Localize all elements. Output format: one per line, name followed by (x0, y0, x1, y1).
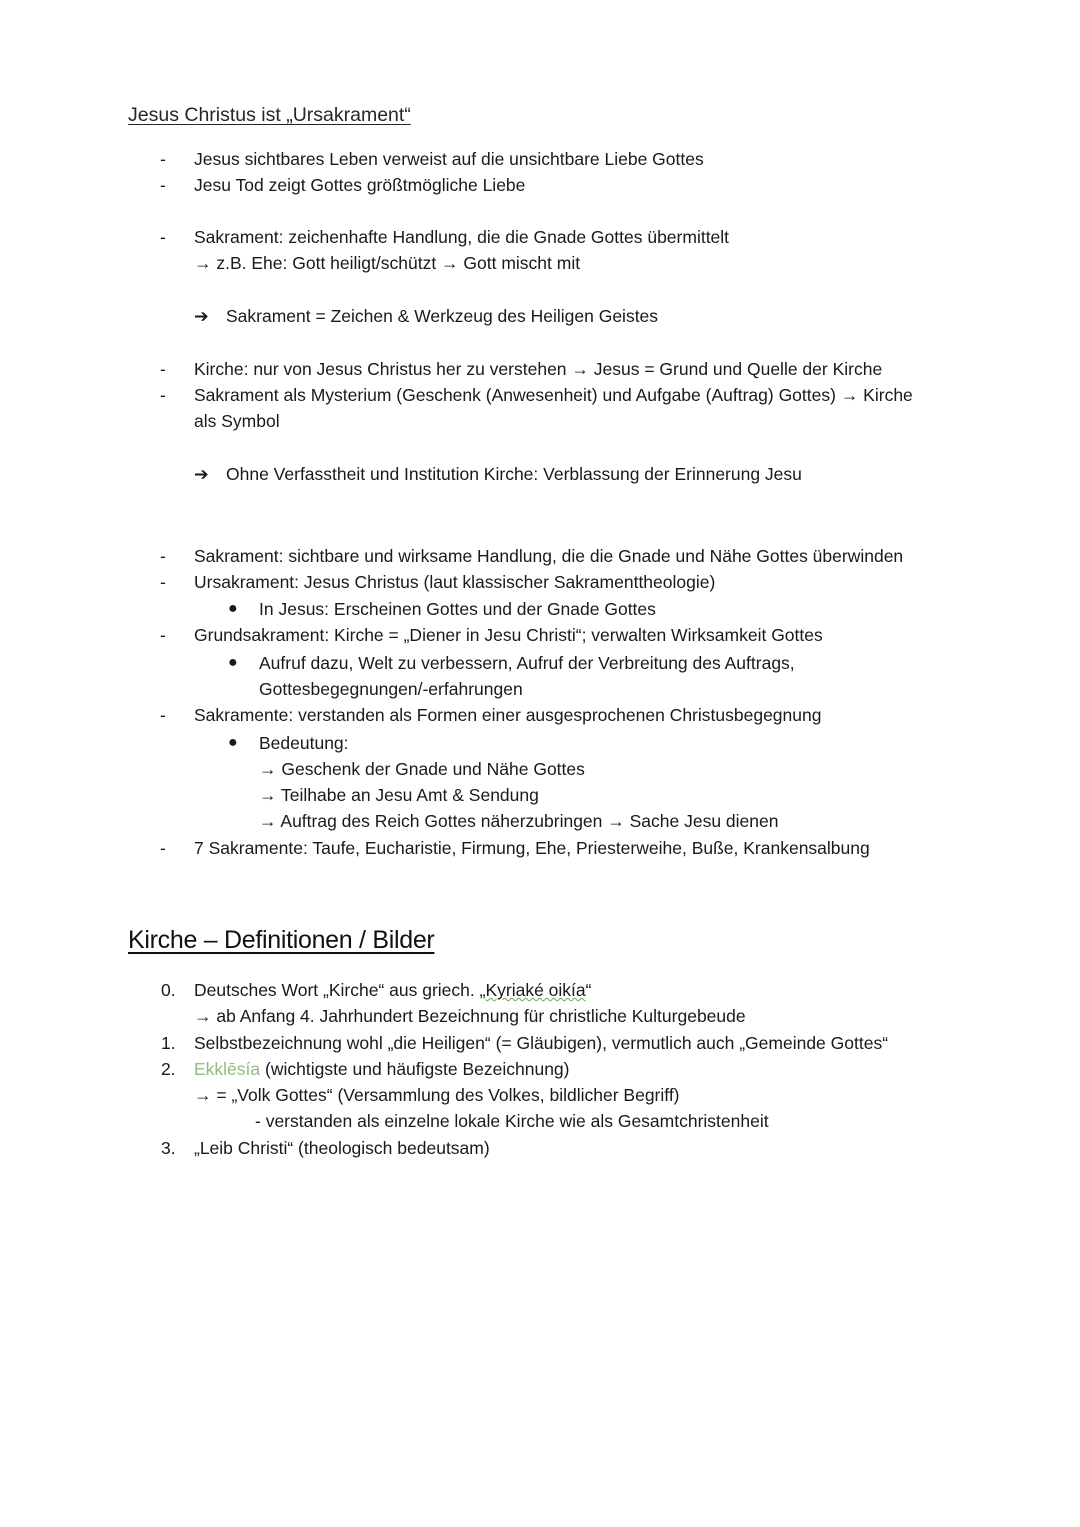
bullet-icon: ● (228, 600, 238, 617)
list-item-text: 7 Sakramente: Taufe, Eucharistie, Firmung, Ehe, Priesterweihe, Buße, Krankensalbung (194, 838, 870, 858)
list-item-text: Sakrament: zeichenhafte Handlung, die die Gnade Gottes übermittelt (194, 227, 730, 247)
sub-line: - verstanden als einzelne lokale Kirche wie als Gesamtchristenheit (255, 1111, 769, 1131)
item-number: 1. (161, 1033, 176, 1053)
arrow-line: → Geschenk der Gnade und Nähe Gottes (259, 759, 585, 779)
greek-term: Kyriaké oikía (485, 980, 586, 1000)
dash-marker: - (160, 705, 166, 725)
item-number: 0. (161, 980, 176, 1000)
bullet-icon: ● (228, 654, 238, 671)
item-text-part: (wichtigste und häufigste Bezeichnung) (260, 1059, 570, 1079)
item-number: 2. (161, 1059, 176, 1079)
list-item-text: Jesu Tod zeigt Gottes größtmögliche Liebe (194, 175, 526, 195)
bullet-continuation: Gottesbegegnungen/-erfahrungen (259, 679, 523, 699)
conclusion-text: Ohne Verfasstheit und Institution Kirche: Verblassung der Erinnerung Jesu (226, 464, 802, 484)
arrow-line: → Auftrag des Reich Gottes näherzubringen → Sache Jesu dienen (259, 811, 779, 831)
item-text-part: Deutsches Wort „Kirche“ aus griech. „ (194, 980, 486, 1000)
list-item-text: Grundsakrament: Kirche = „Diener in Jesu Christi“; verwalten Wirksamkeit Gottes (194, 625, 823, 645)
dash-marker: - (160, 625, 166, 645)
dash-marker: - (160, 227, 166, 247)
list-item-text: Sakramente: verstanden als Formen einer ausgesprochenen Christusbegegnung (194, 705, 822, 725)
list-item-text: Sakrament: sichtbare und wirksame Handlung, die die Gnade und Nähe Gottes überwinden (194, 546, 904, 566)
list-item-text: Ursakrament: Jesus Christus (laut klassischer Sakramenttheologie) (194, 572, 716, 592)
sub-line: → z.B. Ehe: Gott heiligt/schützt → Gott mischt mit (194, 253, 581, 273)
item-text (194, 977, 591, 1003)
arrow-line: → = „Volk Gottes“ (Versammlung des Volkes, bildlicher Begriff) (194, 1085, 680, 1105)
item-text: Selbstbezeichnung wohl „die Heiligen“ (= Gläubigen), vermutlich auch „Gemeinde Gottes“ (194, 1033, 889, 1053)
dash-marker: - (160, 385, 166, 405)
dash-marker: - (160, 359, 166, 379)
continuation-line: als Symbol (194, 411, 280, 431)
conclusion-text: Sakrament = Zeichen & Werkzeug des Heiligen Geistes (226, 306, 659, 326)
item-number: 3. (161, 1138, 176, 1158)
arrow-conclusion (194, 461, 802, 487)
bullet-text: In Jesus: Erscheinen Gottes und der Gnade Gottes (259, 599, 656, 619)
dash-marker: - (160, 572, 166, 592)
section-title-kirche: Kirche – Definitionen / Bilder (128, 926, 435, 954)
dash-marker: - (160, 546, 166, 566)
section-title-ursakrament: Jesus Christus ist „Ursakrament“ (128, 104, 411, 126)
dash-marker: - (160, 838, 166, 858)
dash-marker: - (160, 149, 166, 169)
dash-marker: - (160, 175, 166, 195)
bold-arrow-icon: ➔ (194, 306, 209, 326)
item-text: „Leib Christi“ (theologisch bedeutsam) (194, 1138, 490, 1158)
ekklesia-term: Ekklēsía (194, 1059, 261, 1079)
bold-arrow-icon: ➔ (194, 464, 209, 484)
list-item-text: Sakrament als Mysterium (Geschenk (Anwesenheit) und Aufgabe (Auftrag) Gottes) → Kirche (194, 385, 913, 405)
arrow-line: → Teilhabe an Jesu Amt & Sendung (259, 785, 539, 805)
arrow-conclusion (194, 303, 658, 329)
list-item-text: Jesus sichtbares Leben verweist auf die unsichtbare Liebe Gottes (194, 149, 704, 169)
item-text (194, 1056, 570, 1082)
bullet-text: Aufruf dazu, Welt zu verbessern, Aufruf der Verbreitung des Auftrags, (259, 653, 795, 673)
arrow-line: → ab Anfang 4. Jahrhundert Bezeichnung für christliche Kulturgebeude (194, 1006, 746, 1026)
list-item-text: Kirche: nur von Jesus Christus her zu verstehen → Jesus = Grund und Quelle der Kirche (194, 359, 883, 379)
bullet-text: Bedeutung: (259, 733, 349, 753)
closing-quote: “ (585, 980, 592, 1000)
bullet-icon: ● (228, 734, 238, 751)
